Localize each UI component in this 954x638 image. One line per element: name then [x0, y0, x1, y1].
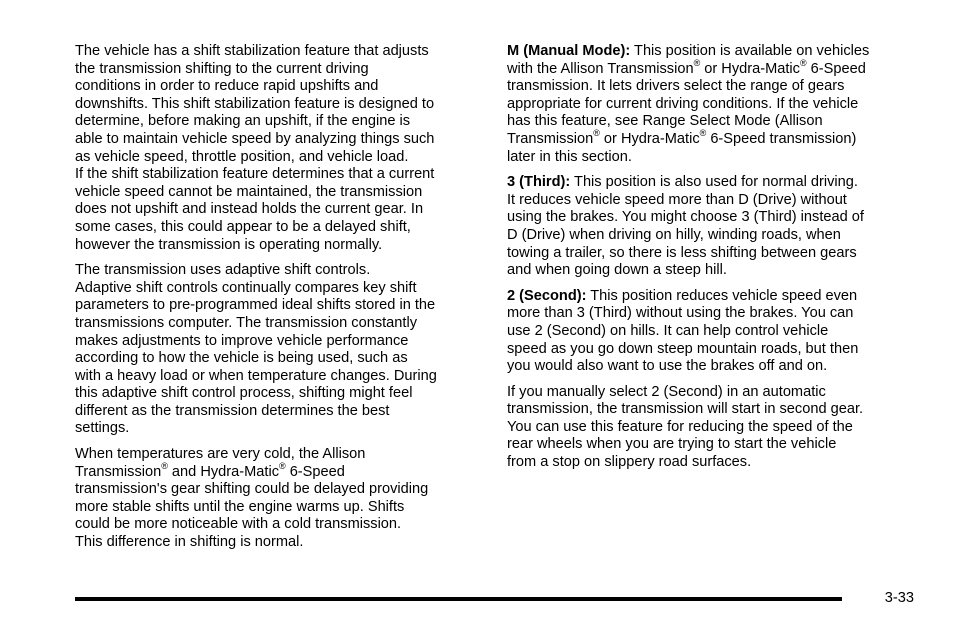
text-segment: This position is available on vehicles [630, 43, 870, 59]
text-segment: with the Allison Transmission [507, 60, 694, 77]
registered-mark: ® [279, 460, 286, 471]
text-line [507, 288, 914, 306]
text-line: and when going down a steep hill. [507, 262, 727, 279]
text-line: rear wheels when you are trying to start the vehicle [507, 436, 837, 453]
text-line: D (Drive) when driving on hilly, winding roads, when [507, 226, 841, 243]
text-line: this adaptive shift control process, shifting might feel [75, 385, 413, 402]
text-line: The transmission uses adaptive shift controls. [75, 262, 371, 279]
adaptive-shift-paragraph [75, 262, 477, 438]
text-line: later in this section. [507, 148, 632, 165]
second-gear-paragraph [507, 288, 914, 376]
text-line: transmission, the transmission will start in second gear. [507, 401, 864, 418]
text-segment: 6-Speed [806, 60, 866, 77]
text-line: conditions in order to reduce rapid upshifts and [75, 78, 379, 95]
registered-mark: ® [593, 128, 600, 139]
text-segment: 6-Speed transmission) [706, 130, 857, 147]
registered-mark: ® [799, 57, 807, 68]
shift-stabilization-paragraph [75, 43, 477, 254]
text-segment: This position is also used for normal driving. [570, 174, 858, 191]
text-line: using the brakes. You might choose 3 (Third) instead of [507, 209, 864, 226]
cold-temperature-paragraph [75, 446, 477, 552]
text-line: towing a trailer, so there is less shifting between gears [507, 244, 857, 261]
third-gear-heading: 3 (Third): [507, 174, 571, 191]
text-segment: 6-Speed [285, 463, 345, 480]
text-segment: or Hydra-Matic [599, 130, 700, 147]
text-line: does not upshift and instead holds the current gear. In [75, 201, 424, 218]
text-line: settings. [75, 420, 130, 437]
text-line: transmissions computer. The transmission constantly [75, 314, 418, 331]
manual-mode-paragraph [507, 43, 914, 166]
text-line: transmission's gear shifting could be delayed providing [75, 481, 429, 498]
text-line: If the shift stabilization feature determines that a current [75, 166, 435, 183]
text-line: able to maintain vehicle speed by analyzing things such [75, 130, 435, 147]
text-line [507, 43, 914, 61]
text-line: transmission. It lets drivers select the range of gears [507, 78, 845, 95]
text-line: some cases, this could appear to be a delayed shift, [75, 218, 411, 235]
third-gear-paragraph [507, 174, 914, 280]
right-column [507, 43, 914, 480]
text-line: more than 3 (Third) without using the brakes. You can [507, 305, 854, 322]
text-line: more stable shifts until the engine warms up. Shifts [75, 498, 405, 515]
text-line: vehicle speed cannot be maintained, the transmission [75, 183, 423, 200]
text-line: parameters to pre-programmed ideal shifts stored in the [75, 297, 436, 314]
text-line: makes adjustments to improve vehicle performance [75, 332, 409, 349]
text-line: If you manually select 2 (Second) in an automatic [507, 383, 826, 400]
text-line: speed as you go down steep mountain roads, but then [507, 340, 859, 357]
text-line: determine, before making an upshift, if the engine is [75, 113, 411, 130]
manual-mode-heading: M (Manual Mode): [507, 43, 631, 59]
text-segment: and Hydra-Matic [167, 463, 279, 480]
registered-mark: ® [161, 460, 168, 471]
text-line: however the transmission is operating normally. [75, 236, 383, 253]
text-line [507, 174, 914, 192]
text-segment: or Hydra-Matic [700, 60, 800, 77]
text-line [75, 460, 477, 482]
text-line [507, 57, 914, 79]
text-segment: This position reduces vehicle speed even [586, 287, 858, 304]
text-line: use 2 (Second) on hills. It can help control vehicle [507, 322, 829, 339]
text-line: could be more noticeable with a cold transmission. [75, 516, 402, 533]
footer-rule [75, 597, 842, 601]
text-segment: Transmission [507, 130, 594, 147]
page-number: 3-33 [884, 590, 914, 606]
text-line: Adaptive shift controls continually compares key shift [75, 279, 417, 296]
text-line: downshifts. This shift stabilization feature is designed to [75, 95, 435, 112]
text-line: When temperatures are very cold, the Allison [75, 446, 366, 463]
registered-mark: ® [699, 128, 707, 139]
manual-second-paragraph [507, 384, 914, 472]
text-line: as vehicle speed, throttle position, and vehicle load. [75, 148, 409, 165]
left-column [75, 43, 477, 560]
text-line: according to how the vehicle is being used, such as [75, 350, 408, 367]
text-line: the transmission shifting to the current driving [75, 60, 369, 77]
text-segment: Transmission [75, 463, 162, 480]
text-line: The vehicle has a shift stabilization feature that adjusts [75, 43, 429, 59]
text-line [507, 128, 914, 149]
registered-mark: ® [693, 57, 701, 68]
text-line: you would also want to use the brakes off and on. [507, 358, 828, 375]
text-line: It reduces vehicle speed more than D (Drive) without [507, 191, 847, 208]
second-gear-heading: 2 (Second): [507, 287, 587, 304]
text-line: with a heavy load or when temperature changes. During [75, 367, 437, 384]
text-line: appropriate for current driving conditions. If the vehicle [507, 95, 859, 112]
text-line: different as the transmission determines the best [75, 402, 390, 419]
text-line: You can use this feature for reducing the speed of the [507, 418, 853, 435]
text-line: from a stop on slippery road surfaces. [507, 454, 752, 471]
text-line: has this feature, see Range Select Mode (Allison [507, 113, 823, 130]
text-line: This difference in shifting is normal. [75, 534, 304, 551]
